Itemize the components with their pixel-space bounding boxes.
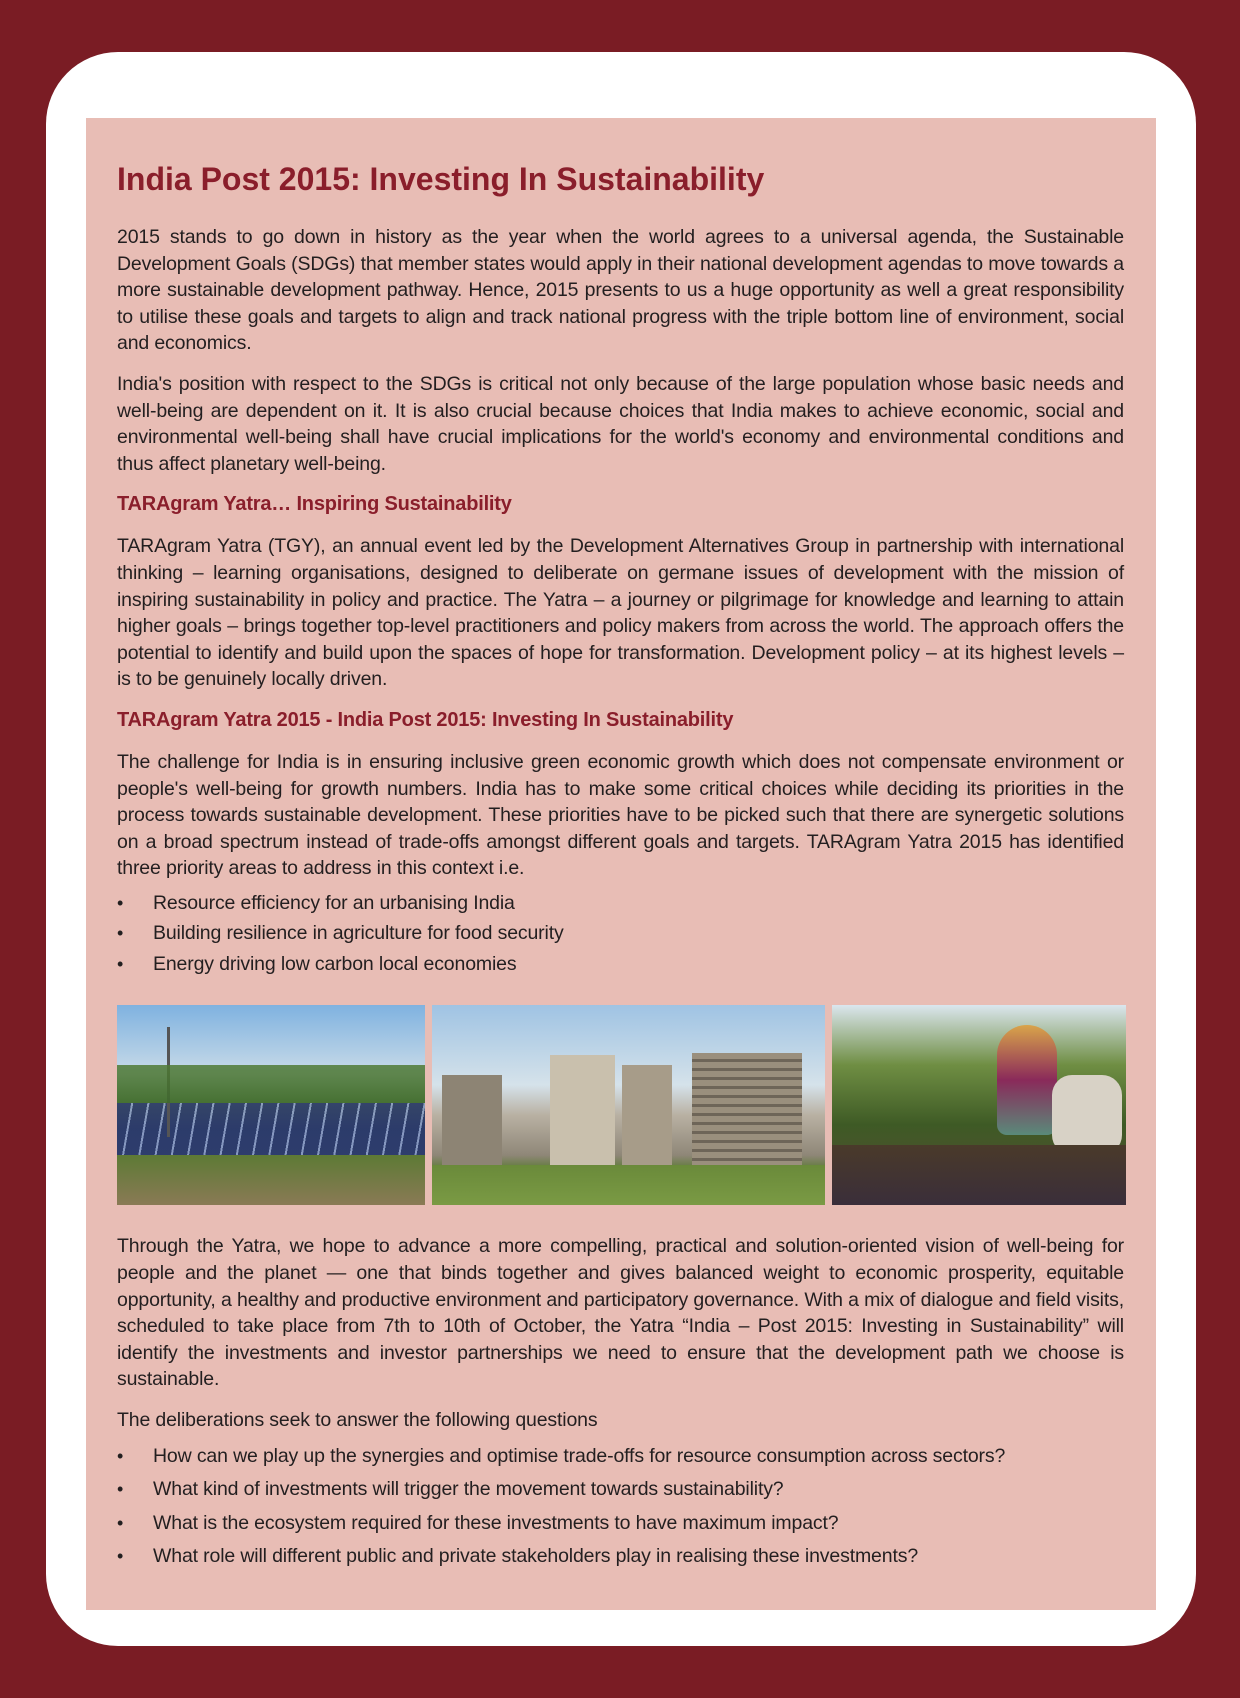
list-item: • What kind of investments will trigger the movement towards sustainability? — [117, 1473, 1124, 1507]
list-item: • Resource efficiency for an urbanising India — [117, 888, 1124, 919]
list-item: • Building resilience in agriculture for food security — [117, 918, 1124, 949]
list-item: • How can we play up the synergies and optimise trade-offs for resource consumption across sectors? — [117, 1440, 1124, 1474]
content-panel — [86, 118, 1156, 1610]
intro-paragraph-1: 2015 stands to go down in history as the year when the world agrees to a universal agenda, the Sustainable Development Goals (SDGs) that member states would apply in their national development agendas to move towards a more sustainable development pathway. Hence, 2015 presents to us a huge opportunity as well a great responsibility to utilise these goals and targets to align and track national progress with the triple bottom line of environment, social and economics. — [117, 226, 1124, 355]
section-heading-tgy: TARAgram Yatra… Inspiring Sustainability — [117, 493, 512, 516]
page-title: India Post 2015: Investing In Sustainability — [117, 161, 765, 197]
priority-list — [117, 888, 1124, 980]
intro-paragraph-2: India's position with respect to the SDGs is critical not only because of the large population whose basic needs and well-being are dependent on it. It is also crucial because choices that India makes to achieve economic, social and environmental well-being shall have crucial implications for the world's economy and environmental conditions and thus affect planetary well-being. — [117, 372, 1124, 475]
solar-panels-photo — [117, 1005, 425, 1205]
section-heading-tgy-2015: TARAgram Yatra 2015 - India Post 2015: Investing In Sustainability — [117, 708, 734, 731]
questions-intro: The deliberations seek to answer the following questions — [117, 1408, 598, 1431]
questions-list — [117, 1440, 1124, 1574]
list-item: • What role will different public and private stakeholders play in realising these investments? — [117, 1540, 1124, 1574]
woman-farmer-photo — [832, 1005, 1126, 1205]
closing-paragraph: Through the Yatra, we hope to advance a more compelling, practical and solution-oriented vision of well-being for people and the planet — one that binds together and gives balanced weight to economic prosperity, equitable opportunity, a healthy and productive environment and participatory governance. With a mix of dialogue and field visits, scheduled to take place from 7th to 10th of October, the Yatra “India – Post 2015: Investing in Sustainability” will identify the investments and investor partnerships we need to ensure that the development path we choose is sustainable. — [117, 1235, 1124, 1391]
section-paragraph-challenge: The challenge for India is in ensuring inclusive green economic growth which does not compensate environment or people's well-being for growth numbers. India has to make some critical choices while deciding its priorities in the process towards sustainable development. These priorities have to be picked such that there are synergetic solutions on a broad spectrum instead of trade-offs amongst different goals and targets. TARAgram Yatra 2015 has identified three priority areas to address in this context i.e. — [117, 750, 1124, 880]
list-item: • What is the ecosystem required for these investments to have maximum impact? — [117, 1507, 1124, 1541]
section-paragraph-tgy: TARAgram Yatra (TGY), an annual event led by the Development Alternatives Group in partnership with international thinking – learning organisations, designed to deliberate on germane issues of development with the mission of inspiring sustainability in policy and practice. The Yatra – a journey or pilgrimage for knowledge and learning to attain higher goals – brings together top-level practitioners and policy makers from across the world. The approach offers the potential to identify and build upon the spaces of hope for transformation. Development policy – at its highest levels – is to be genuinely locally driven. — [117, 535, 1124, 691]
photo-strip — [117, 1005, 1128, 1205]
list-item: • Energy driving low carbon local economies — [117, 949, 1124, 980]
apartment-buildings-photo — [432, 1005, 825, 1205]
